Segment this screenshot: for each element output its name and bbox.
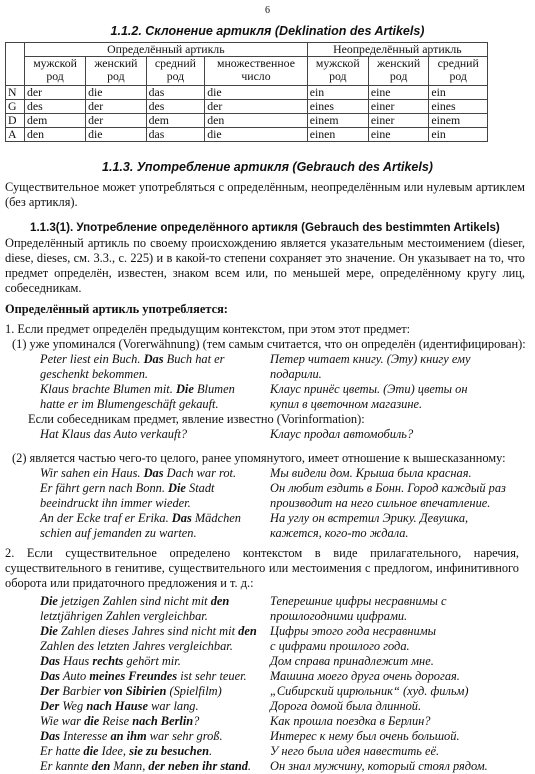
table-cell: dem [146, 114, 205, 128]
heading-used: Определённый артикль употребляется: [5, 302, 228, 316]
section-title-declension: 1.1.2. Склонение артикля (Deklination des Artikels) [110, 24, 425, 38]
column-header: мужской род [25, 57, 86, 86]
table-cell: das [146, 86, 205, 100]
column-header: женский род [86, 57, 147, 86]
table-cell: der [86, 100, 147, 114]
example-russian-line: Дом справа принадлежит мне. [270, 654, 434, 668]
table-cell: den [205, 114, 308, 128]
table-cell: einem [429, 114, 488, 128]
table-cell: die [86, 86, 147, 100]
table-cell: einer [368, 114, 429, 128]
case-label: N [6, 86, 25, 100]
example-german-line: Das Haus rechts gehört mir. [40, 654, 181, 668]
example-german-line: Der Barbier von Sibirien (Spielfilm) [40, 684, 222, 698]
page-number: 6 [265, 5, 270, 16]
case-label: D [6, 114, 25, 128]
example-german-line: Das Interesse an ihm war sehr groß. [40, 729, 223, 743]
example-german-line: Wir sahen ein Haus. Das Dach war rot. [40, 466, 237, 480]
indefinite-header: Неопределённый артикль [307, 43, 487, 57]
example-german-line: Er kannte den Mann, der neben ihr stand. [40, 759, 252, 773]
example-german-line: Zahlen des letzten Jahres vergleichbar. [40, 639, 233, 653]
table-cell: die [205, 86, 308, 100]
example-russian-line: Машина моего друга очень дорогая. [270, 669, 460, 683]
table-cell: die [205, 128, 308, 142]
section-title-usage: 1.1.3. Употребление артикля (Gebrauch des Artikels) [102, 160, 433, 174]
item-1-1: (1) уже упоминался (Vorerwähnung) (тем самым считается, что он определён (идентифицирован): [12, 337, 526, 351]
table-cell: eines [429, 100, 488, 114]
table-row [6, 100, 488, 114]
table-corner [6, 43, 25, 86]
example-german-line: Klaus brachte Blumen mit. Die Blumen [40, 382, 235, 396]
example-russian-line: Он знал мужчину, который стоял рядом. [270, 759, 488, 773]
example-russian-line: Интерес к нему был очень большой. [270, 729, 460, 743]
table-cell: der [205, 100, 308, 114]
table-cell: des [25, 100, 86, 114]
column-header: мужской род [307, 57, 368, 86]
example-german-line: Peter liest ein Buch. Das Buch hat er [40, 352, 225, 366]
column-header: множественное число [205, 57, 308, 86]
example-russian-line: „Сибирский цирюльник“ (худ. фильм) [270, 684, 469, 698]
table-cell: des [146, 100, 205, 114]
example-russian-line: купил в цветочном магазине. [270, 397, 423, 411]
example-german-line: beeindruckt ihn immer wieder. [40, 496, 191, 510]
table-cell: das [146, 128, 205, 142]
example-russian-line: Как прошла поездка в Берлин? [270, 714, 431, 728]
table-cell: einen [307, 128, 368, 142]
table-row [6, 128, 488, 142]
example-russian-line: подарили. [270, 367, 322, 381]
example-russian-line: У него была идея навестить её. [270, 744, 440, 758]
table-cell: den [25, 128, 86, 142]
example-german-line: Er fährt gern nach Bonn. Die Stadt [40, 481, 215, 495]
definite-header: Определённый артикль [25, 43, 308, 57]
declension-table [5, 42, 488, 142]
example-german-line: Die jetzigen Zahlen sind nicht mit den [40, 594, 230, 608]
table-cell: einem [307, 114, 368, 128]
example-german-line: letztjährigen Zahlen vergleichbar. [40, 609, 208, 623]
item-1-known: Если собеседникам предмет, явление известно (Vorinformation): [28, 412, 365, 426]
example-german-line: Die Zahlen dieses Jahres sind nicht mit den [40, 624, 257, 638]
table-cell: eines [307, 100, 368, 114]
example-russian-line: прошлогодними цифрами. [270, 609, 408, 623]
column-header: средний род [429, 57, 488, 86]
item-1: 1. Если предмет определён предыдущим контекстом, при этом этот предмет: [5, 322, 411, 336]
case-label: A [6, 128, 25, 142]
example-russian-line: Петер читает книгу. (Эту) книгу ему [270, 352, 471, 366]
example-german-line: Der Weg nach Hause war lang. [40, 699, 199, 713]
example-russian-line: Дорога домой была длинной. [270, 699, 422, 713]
item-1-2: (2) является частью чего-то целого, ранее упомянутого, имеет отношение к вышесказанному: [12, 451, 506, 465]
example-german-line: geschenkt bekommen. [40, 367, 149, 381]
example-russian-line: производит на него сильное впечатление. [270, 496, 491, 510]
example-russian-line: кажется, кого-то ждала. [270, 526, 409, 540]
table-cell: einer [368, 100, 429, 114]
table-cell: der [86, 114, 147, 128]
example-2-german: Hat Klaus das Auto verkauft? [40, 427, 188, 441]
subsection-title: 1.1.3(1). Употребление определённого артикля (Gebrauch des bestimmten Artikels) [30, 221, 500, 234]
example-2-russian: Клаус продал автомобиль? [270, 427, 414, 441]
example-russian-line: На углу он встретил Эрику. Девушка, [270, 511, 469, 525]
table-row [6, 86, 488, 100]
example-german-line: Er hatte die Idee, sie zu besuchen. [40, 744, 213, 758]
paragraph-definite-origin: Определённый артикль по своему происхождению является указательным местоимением (dieser, diese, dieses, см. 3.3., с. 225) и в какой-то степени сохраняет это значение. Он указывает на то, что предмет определён, известен, знаком всем или, по меньшей мере, определённому кругу лиц, собеседникам. [5, 236, 525, 295]
example-german-line: An der Ecke traf er Erika. Das Mädchen [40, 511, 241, 525]
table-cell: ein [307, 86, 368, 100]
example-russian-line: с цифрами прошлого года. [270, 639, 410, 653]
column-header: женский род [368, 57, 429, 86]
table-cell: der [25, 86, 86, 100]
example-german-line: Wie war die Reise nach Berlin? [40, 714, 200, 728]
table-row [6, 114, 488, 128]
table-cell: eine [368, 86, 429, 100]
item-2: 2. Если существительное определено контекстом в виде прилагательного, наречия, существительного в генитиве, существительного или местоимения с предлогом, инфинитивного оборота или придаточного предложения и т. д.: [5, 546, 519, 590]
example-russian-line: Клаус принёс цветы. (Эти) цветы он [270, 382, 468, 396]
example-german-line: schien auf jemanden zu warten. [40, 526, 197, 540]
example-german-line: hatte er im Blumengeschäft gekauft. [40, 397, 219, 411]
table-cell: eine [368, 128, 429, 142]
column-header: средний род [146, 57, 205, 86]
table-cell: dem [25, 114, 86, 128]
example-russian-line: Цифры этого года несравнимы [270, 624, 437, 638]
example-russian-line: Теперешние цифры несравнимы с [270, 594, 447, 608]
table-cell: die [86, 128, 147, 142]
example-russian-line: Мы видели дом. Крыша была красная. [270, 466, 472, 480]
intro-paragraph: Существительное может употребляться с определённым, неопределённым или нулевым артиклем (без артикля). [5, 180, 525, 209]
case-label: G [6, 100, 25, 114]
example-russian-line: Он любит ездить в Бонн. Город каждый раз [270, 481, 506, 495]
table-cell: ein [429, 128, 488, 142]
example-german-line: Das Auto meines Freundes ist sehr teuer. [40, 669, 247, 683]
table-cell: ein [429, 86, 488, 100]
